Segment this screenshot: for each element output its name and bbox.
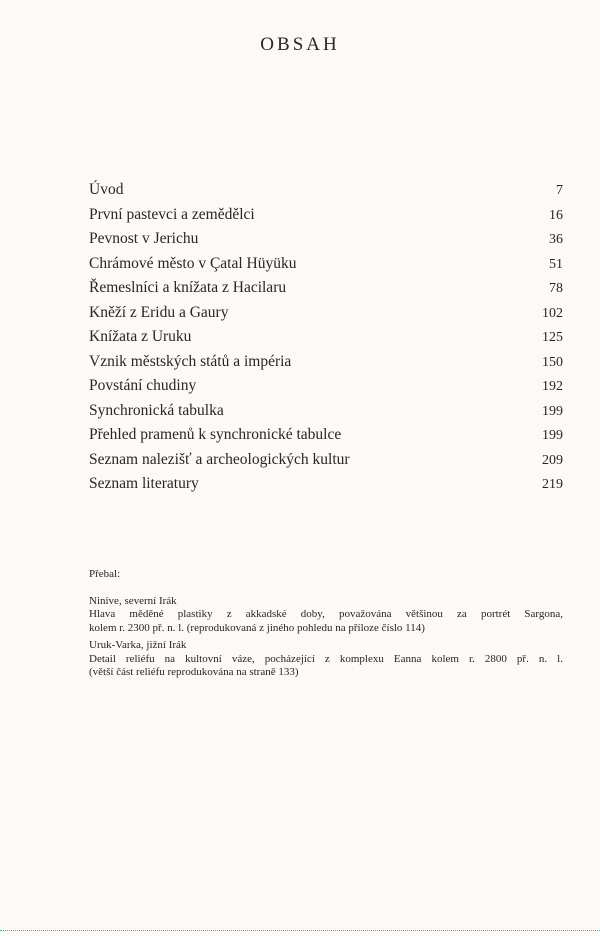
toc-entry [89, 374, 563, 399]
toc-entry-page: 16 [549, 207, 563, 223]
cover-note-block [89, 595, 563, 636]
toc-entry [89, 301, 563, 326]
toc-entry-title: Vznik městských států a impéria [89, 352, 292, 370]
toc-entry [89, 325, 563, 350]
toc-entry-page: 199 [542, 428, 563, 443]
toc-entry-page: 199 [542, 403, 563, 419]
toc-entry-page: 36 [549, 232, 563, 247]
toc-entry-title: Kněží z Eridu a Gaury [89, 303, 229, 321]
toc-entry [89, 203, 563, 228]
cover-note-line: kolem r. 2300 př. n. l. (reprodukovaná z jiného pohledu na příloze číslo 114) [89, 621, 425, 634]
cover-note-line: (větší část reliéfu reprodukována na straně 133) [89, 666, 299, 678]
toc-entry [89, 399, 563, 424]
toc-entry-title: První pastevci a zemědělci [89, 205, 255, 223]
toc-entry-page: 192 [542, 379, 563, 394]
toc-entry [89, 448, 563, 473]
page-title: OBSAH [260, 34, 340, 55]
toc-entry-title: Řemeslníci a knížata z Hacilaru [89, 279, 287, 296]
cover-notes [89, 568, 563, 684]
toc-entry-title: Knížata z Uruku [89, 328, 192, 345]
cover-notes-blocks [89, 595, 563, 680]
toc-entry-page: 102 [542, 305, 563, 321]
toc-entry-title: Úvod [89, 181, 124, 198]
cover-notes-heading: Přebal: [89, 568, 121, 580]
toc-entry-title: Přehled pramenů k synchronické tabulce [89, 426, 342, 443]
toc-entry-title: Chrámové město v Çatal Hüyüku [89, 254, 297, 272]
toc-entry-title: Povstání chudiny [89, 377, 197, 394]
toc-entry-page: 219 [542, 477, 563, 492]
cover-note-block [89, 639, 563, 680]
cover-note-line: Detail reliéfu na kultovní váze, pocházející z komplexu Eanna kolem r. 2800 př. n. l. [89, 652, 563, 665]
toc-entry-title: Pevnost v Jerichu [89, 230, 199, 247]
toc-entry-page: 125 [542, 330, 563, 345]
toc-entry [89, 472, 563, 497]
toc-entry [89, 178, 563, 203]
toc-entry-page: 78 [549, 281, 563, 296]
toc-entry [89, 423, 563, 448]
toc-entry-page: 150 [542, 354, 563, 370]
bottom-scan-edge [0, 930, 600, 931]
toc-entry-page: 209 [542, 452, 563, 468]
toc-entry-title: Seznam literatury [89, 475, 199, 492]
toc-entry [89, 252, 563, 277]
toc-entry-title: Synchronická tabulka [89, 401, 224, 419]
toc-entry [89, 350, 563, 375]
toc-entry-page: 51 [549, 256, 563, 272]
cover-note-location: Ninive, severní Irák [89, 594, 177, 607]
cover-note-location: Uruk-Varka, jižní Irák [89, 639, 187, 651]
toc-entry [89, 227, 563, 252]
cover-note-line: Hlava měděné plastiky z akkadské doby, považována většinou za portrét Sargona, [89, 608, 563, 620]
toc-entry-page: 7 [556, 183, 563, 198]
toc-entry [89, 276, 563, 301]
table-of-contents [89, 178, 563, 497]
toc-entry-title: Seznam nalezišť a archeologických kultur [89, 450, 350, 468]
